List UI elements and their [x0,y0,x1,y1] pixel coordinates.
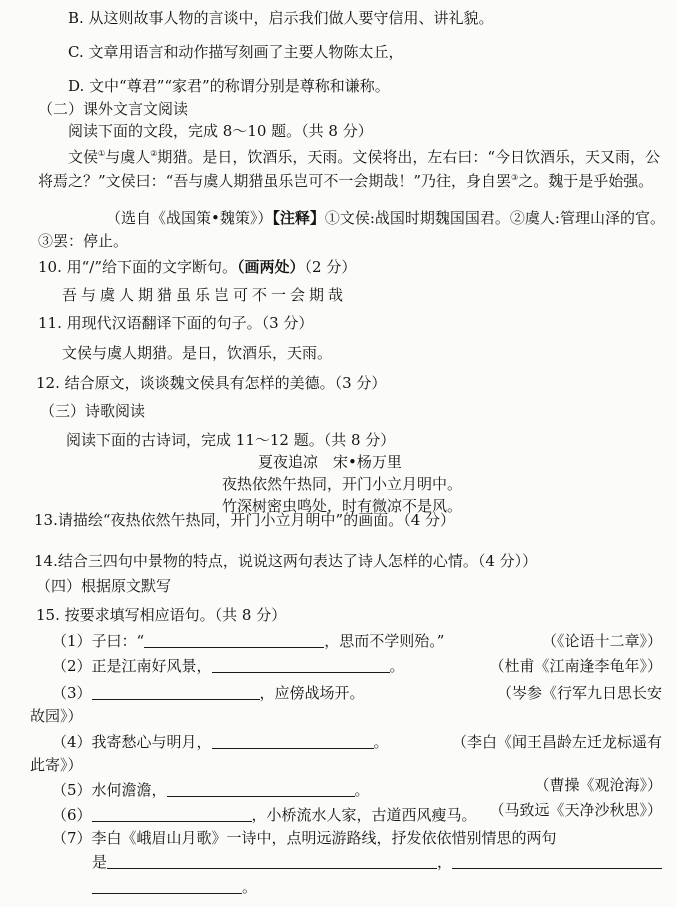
fill-item-6-source: （马致远《天净沙秋思》） [489,801,662,819]
question-10: 10. 用“/”给下面的文字断句。（画两处）（2 分） [38,258,357,276]
fill-item-7-line-3: 。 [92,877,257,897]
fill-item-7-line-2: 是 ， [92,852,662,872]
poem-line-2: 竹深树密虫鸣处，时有微凉不是风。 [222,497,463,515]
passage-source: （选自《战国策•魏策》） [106,209,273,227]
blank-7b[interactable] [452,854,662,869]
blank-1[interactable] [144,633,324,648]
section-4-heading: （四）根据原文默写 [36,577,172,595]
fill-item-3-source-cont: 故园》） [30,707,83,725]
blank-2[interactable] [212,658,390,673]
option-d: D. 文中“尊君”“家君”的称谓分别是尊称和谦称。 [68,77,390,95]
question-13: 13.请描绘“夜热依然午热同，开门小立月明中”的画面。（4 分） [34,511,456,529]
classical-passage: 文侯①与虞人②期猎。是日，饮酒乐，天雨。文侯将出，左右曰：“今日饮酒乐，天又雨，公将焉之？”文侯曰：“吾与虞人期猎虽乐岂可不一会期哉！”乃往，身自罢③之。魏于是乎始强。 [38,148,661,190]
fill-item-4: （4）我寄愁心与明月， 。 [52,733,389,751]
fill-item-3-source: （岑参《行军九日思长安 [496,684,662,702]
fill-item-3: （3） ，应傍战场开。 [52,684,365,702]
question-11-sentence: 文侯与虞人期猎。是日，饮酒乐，天雨。 [62,344,333,362]
question-10-text: 吾与虞人期猎虽乐岂可不一会期哉 [62,286,348,304]
question-11: 11. 用现代汉语翻译下面的句子。（3 分） [38,314,314,332]
blank-6[interactable] [92,807,252,822]
blank-5[interactable] [167,782,355,797]
poem-line-1: 夜热依然午热同，开门小立月明中。 [222,475,463,493]
fill-item-7: （7）李白《峨眉山月歌》一诗中，点明远游路线，抒发依依惜别情思的两句 [52,829,557,847]
fill-item-6: （6） ，小桥流水人家，古道西风瘦马。 [52,806,477,824]
notes-label: 【注释】 [272,209,325,227]
section-3-heading: （三）诗歌阅读 [40,402,146,420]
blank-4[interactable] [212,734,374,749]
question-10-emphasis: （画两处） [237,258,305,276]
fill-item-1-source: （《论语十二章》） [541,632,662,650]
blank-3[interactable] [92,685,260,700]
fill-item-2-source: （杜甫《江南逢李龟年》） [489,657,662,675]
fill-item-5: （5）水何澹澹， 。 [52,781,370,799]
question-15: 15. 按要求填写相应语句。（共 8 分） [36,606,287,624]
fill-item-5-source: （曹操《观沧海》） [534,776,662,794]
section-2-heading: （二）课外文言文阅读 [38,100,189,118]
option-c: C. 文章用语言和动作描写刻画了主要人物陈太丘， [68,43,404,61]
question-12: 12. 结合原文，谈谈魏文侯具有怎样的美德。（3 分） [36,374,387,392]
blank-7c[interactable] [92,879,242,894]
fill-item-4-source-cont: 此寄》） [30,756,83,774]
section-2-instruction: 阅读下面的文段，完成 8～10 题。（共 8 分） [68,122,373,140]
section-3-instruction: 阅读下面的古诗词，完成 11～12 题。（共 8 分） [66,431,396,449]
fill-item-2: （2）正是江南好风景， 。 [52,657,405,675]
poem-title: 夏夜追凉 宋•杨万里 [258,453,402,471]
passage-notes: （选自《战国策•魏策》）【注释】①文侯:战国时期魏国国君。②虞人:管理山泽的官。③罢：停止。 [38,209,665,250]
option-b: B. 从这则故事人物的言谈中，启示我们做人要守信用、讲礼貌。 [68,9,494,27]
fill-item-4-source: （李白《闻王昌龄左迁龙标遥有 [451,733,662,751]
question-14: 14.结合三四句中景物的特点，说说这两句表达了诗人怎样的心情。（4 分）） [34,552,538,570]
fill-item-1: （1）子曰：“ ，思而不学则殆。” [52,632,445,650]
blank-7a[interactable] [107,854,437,869]
